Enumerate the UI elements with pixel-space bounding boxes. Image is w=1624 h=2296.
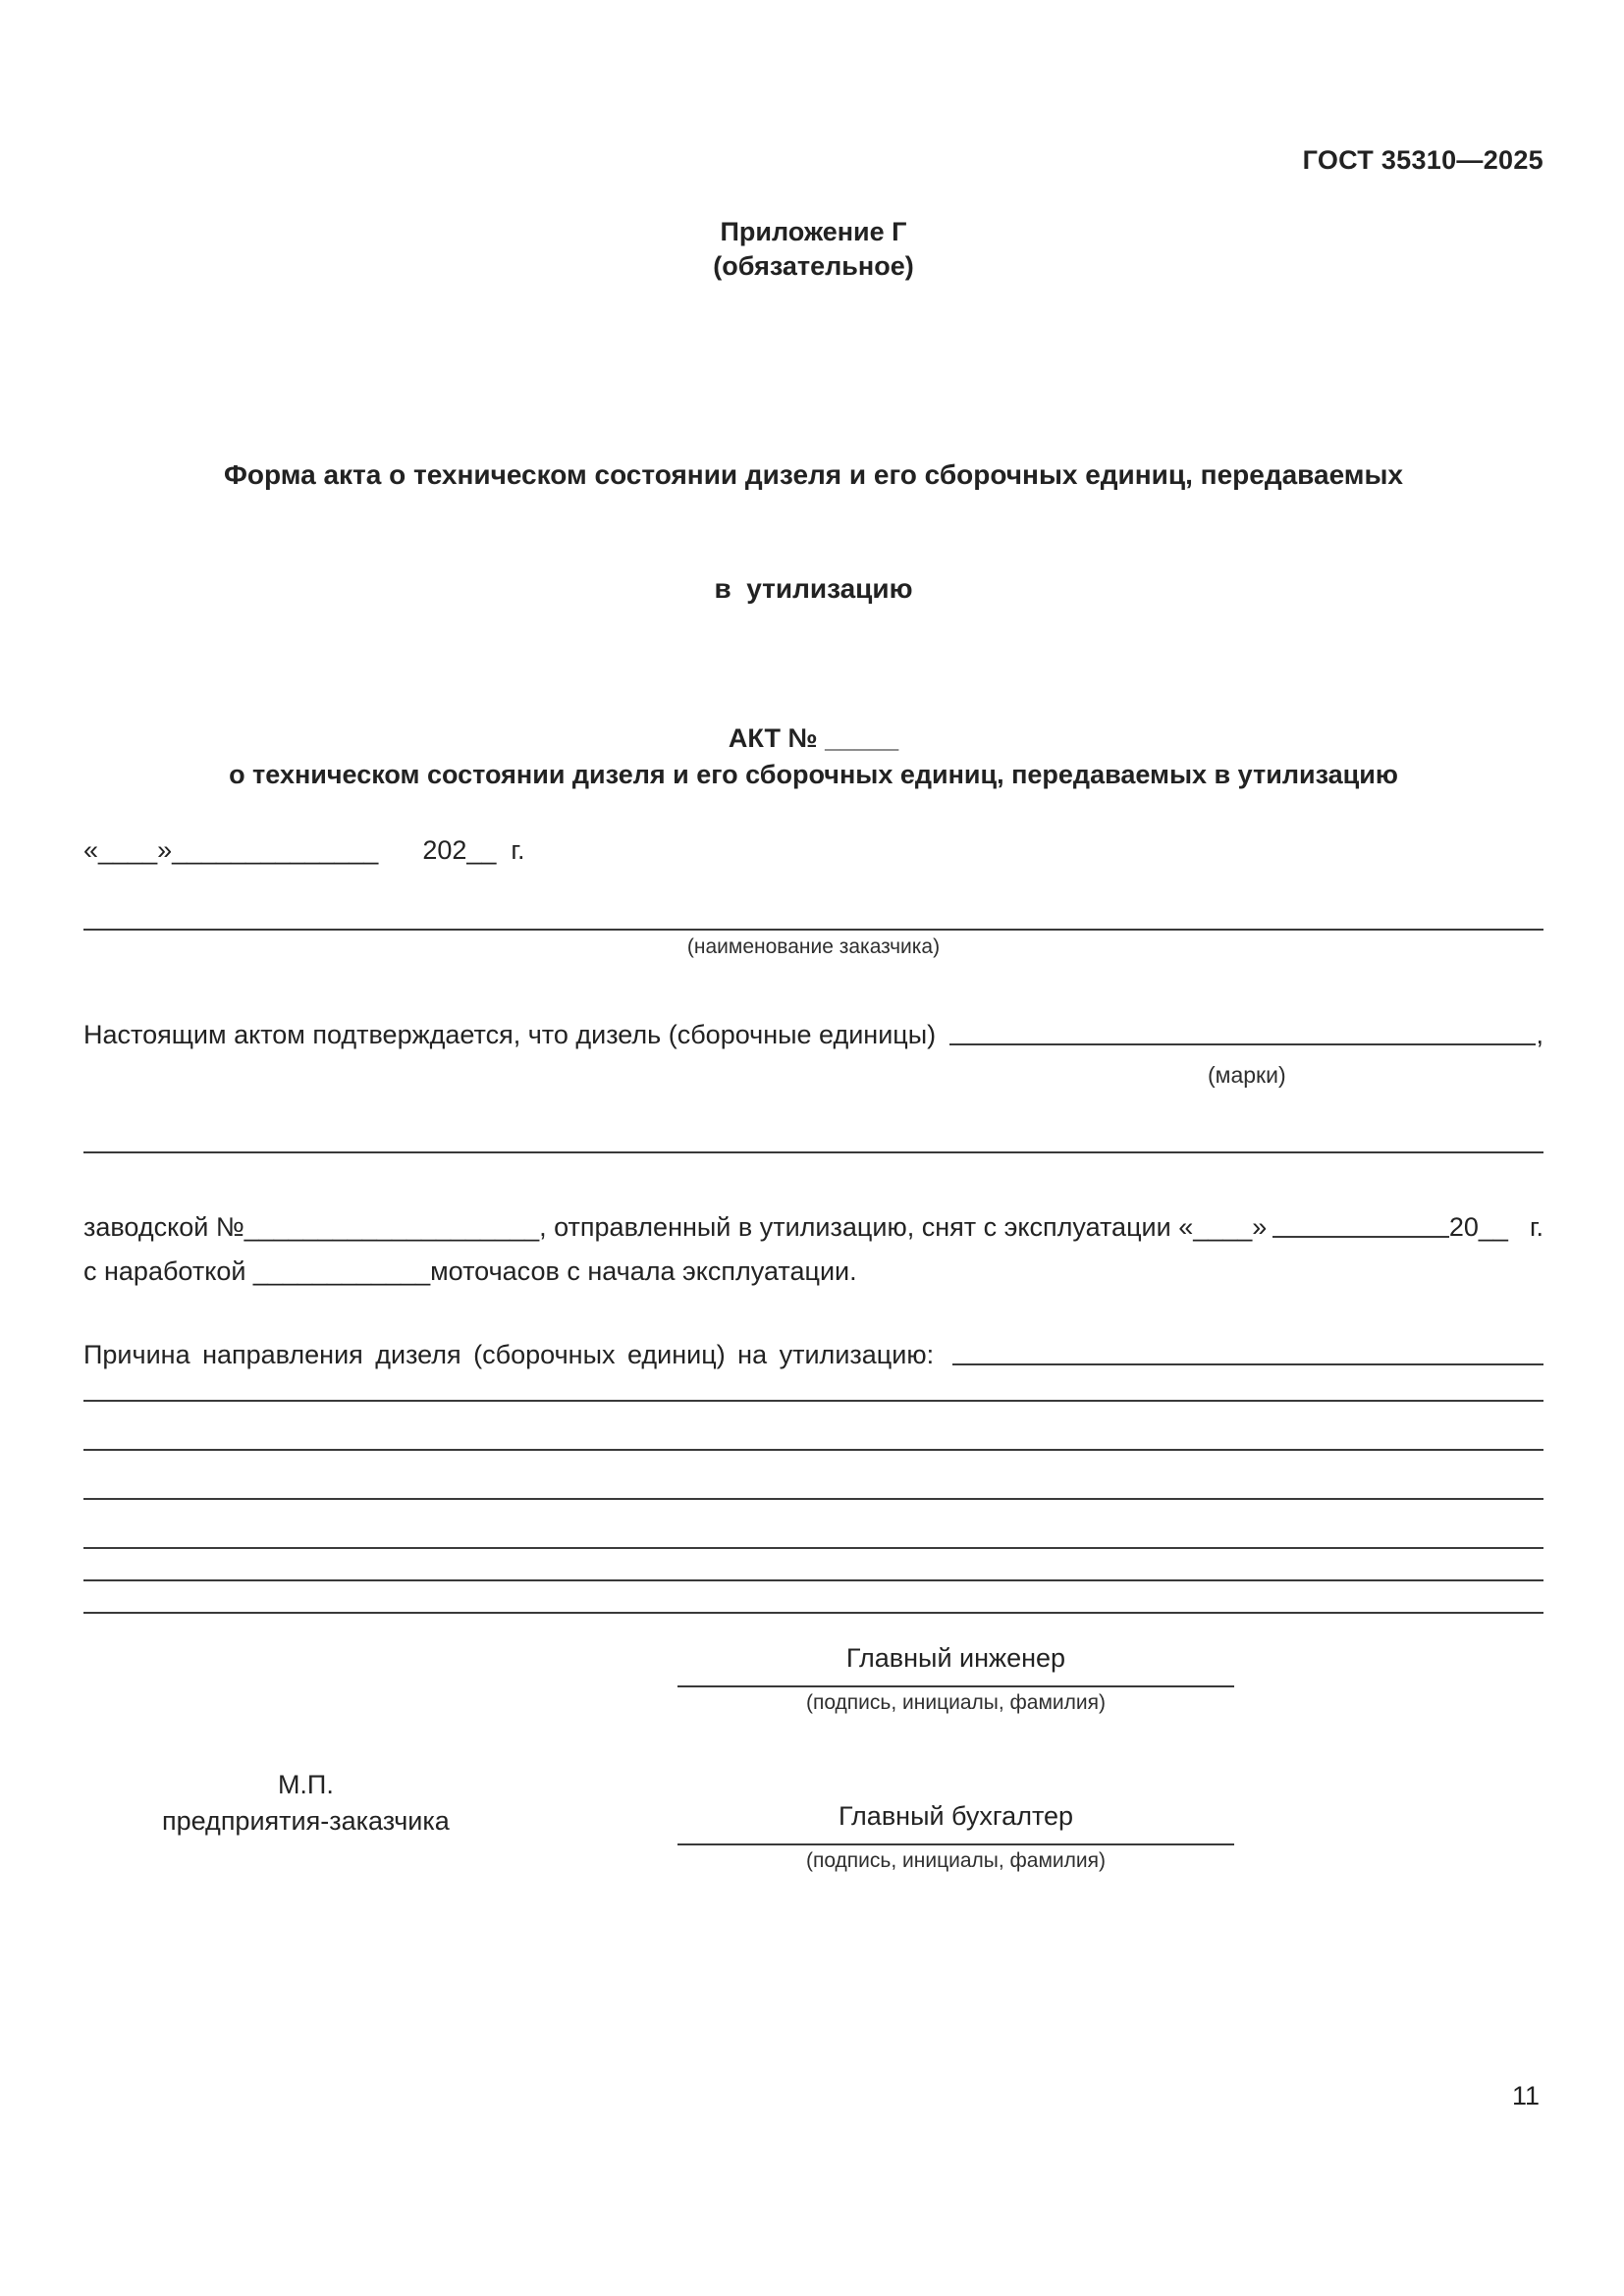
stamp-place	[162, 1767, 450, 1839]
confirmation-text: Настоящим актом подтверждается, что дизель (сборочные единицы)	[83, 1020, 944, 1050]
chief-engineer-signature-caption: (подпись, инициалы, фамилия)	[805, 1691, 1107, 1715]
appendix-heading	[83, 215, 1543, 283]
factory-number-line	[83, 1212, 1543, 1243]
ruled-line	[83, 1449, 1543, 1451]
operating-hours-line: с наработкой ____________моточасов с начала эксплуатации.	[83, 1256, 857, 1287]
form-title-line2: в утилизацию	[714, 573, 913, 605]
brand-caption: (марки)	[1207, 1062, 1286, 1089]
decommission-year-suffix: г.	[1529, 1212, 1543, 1243]
chief-engineer-signature	[677, 1643, 1234, 1715]
act-subtitle: о техническом состоянии дизеля и его сборочных единиц, передаваемых в утилизацию	[229, 760, 1398, 790]
decommission-text: , отправленный в утилизацию, снят с эксплуатации «____»	[539, 1212, 1268, 1243]
chief-accountant-title: Главный бухгалтер	[838, 1801, 1074, 1832]
disposal-reason-label: Причина направления дизеля (сборочных единиц) на утилизацию:	[83, 1340, 947, 1370]
disposal-reason-blank-lines	[83, 1400, 1543, 1614]
factory-number-blank: ____________________	[244, 1212, 540, 1243]
disposal-reason-line	[83, 1340, 1543, 1370]
page-number: 11	[1511, 2081, 1540, 2110]
customer-name-blank-line	[83, 929, 1543, 931]
act-number-line: АКТ № _____	[728, 723, 899, 754]
act-date-line: «____»______________ 202__ г.	[83, 835, 525, 866]
chief-accountant-signature	[677, 1801, 1234, 1873]
confirmation-comma: ,	[1536, 1020, 1543, 1050]
chief-engineer-signature-line	[677, 1685, 1234, 1687]
decommission-year-prefix: 20__	[1448, 1212, 1508, 1243]
chief-engineer-title: Главный инженер	[845, 1643, 1066, 1674]
factory-number-label: заводской №	[83, 1212, 244, 1243]
doc-code: ГОСТ 35310—2025	[1302, 145, 1543, 175]
confirmation-line	[83, 1020, 1543, 1050]
signatures-block	[83, 1643, 1543, 1873]
disposal-reason-blank	[952, 1363, 1543, 1365]
ruled-line	[83, 1400, 1543, 1402]
stamp-owner: предприятия-заказчика	[162, 1805, 450, 1836]
chief-accountant-signature-caption: (подпись, инициалы, фамилия)	[805, 1849, 1107, 1873]
appendix-kind: (обязательное)	[713, 250, 914, 281]
ruled-line	[83, 1579, 1543, 1581]
ruled-line	[83, 1498, 1543, 1500]
brand-continuation-blank-line	[83, 1151, 1543, 1153]
appendix-label: Приложение Г	[720, 217, 907, 246]
stamp-abbr: М.П.	[277, 1770, 334, 1800]
chief-accountant-signature-line	[677, 1843, 1234, 1845]
form-title	[83, 381, 1543, 684]
form-title-line1: Форма акта о техническом состоянии дизеля и его сборочных единиц, передаваемых	[224, 459, 1403, 491]
ruled-line	[83, 1612, 1543, 1614]
diesel-brand-blank	[949, 1043, 1537, 1045]
ruled-line	[83, 1547, 1543, 1549]
decommission-date-blank	[1272, 1236, 1449, 1238]
customer-name-caption: (наименование заказчика)	[686, 935, 941, 959]
brand-caption-row	[83, 1062, 1543, 1089]
